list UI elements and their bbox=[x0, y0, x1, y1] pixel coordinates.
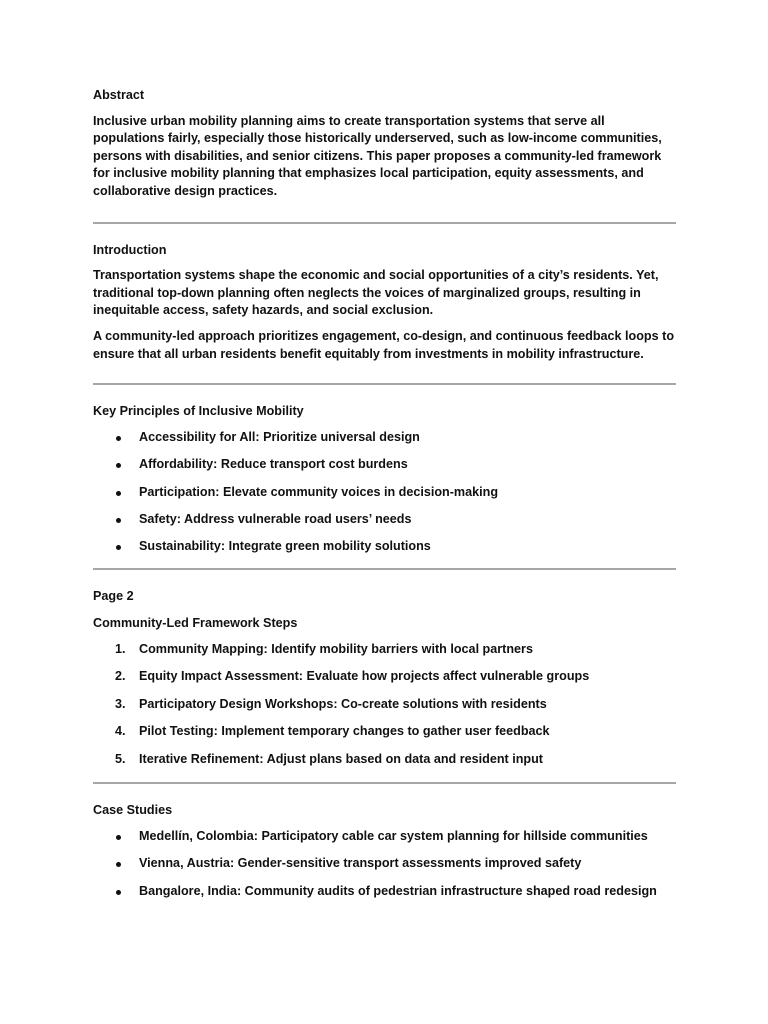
framework-heading: Community-Led Framework Steps bbox=[93, 616, 298, 631]
list-item: Affordability: Reduce transport cost burdens bbox=[93, 456, 676, 474]
list-item: 5. Iterative Refinement: Adjust plans based on data and resident input bbox=[115, 751, 543, 766]
introduction-paragraph-2: A community-led approach prioritizes engagement, co-design, and continuous feedback loops to ensure that all urban residents benefit equitably from investments in mobility infrastructure. bbox=[93, 328, 675, 361]
framework-steps-list bbox=[93, 641, 676, 768]
introduction-heading: Introduction bbox=[93, 242, 167, 257]
page-number-label: Page 2 bbox=[93, 588, 134, 603]
bullet-icon bbox=[116, 518, 121, 523]
bullet-icon bbox=[116, 545, 121, 550]
bullet-icon bbox=[116, 436, 121, 441]
abstract-heading: Abstract bbox=[93, 88, 145, 102]
case-studies-section bbox=[93, 802, 676, 900]
bullet-icon bbox=[116, 463, 121, 468]
bullet-icon bbox=[116, 491, 121, 496]
list-item: Vienna, Austria: Gender-sensitive transport assessments improved safety bbox=[93, 855, 676, 873]
principles-section bbox=[93, 403, 676, 556]
document-page bbox=[93, 87, 676, 910]
section-divider bbox=[93, 383, 676, 385]
list-item: 2. Equity Impact Assessment: Evaluate how projects affect vulnerable groups bbox=[115, 669, 590, 684]
list-item: Medellín, Colombia: Participatory cable car system planning for hillside communities bbox=[93, 828, 676, 846]
introduction-paragraph-1: Transportation systems shape the economic and social opportunities of a city’s residents. Yet, traditional top-down planning often neglects the voices of marginalized groups, resulting in inequitable access, safety hazards, and social exclusion. bbox=[93, 268, 659, 318]
list-item: Participation: Elevate community voices in decision-making bbox=[93, 484, 676, 502]
case-studies-heading: Case Studies bbox=[93, 803, 173, 818]
bullet-icon bbox=[116, 890, 121, 895]
list-item: 3. Participatory Design Workshops: Co-create solutions with residents bbox=[115, 696, 547, 711]
list-item: 4. Pilot Testing: Implement temporary changes to gather user feedback bbox=[115, 724, 550, 739]
principles-heading: Key Principles of Inclusive Mobility bbox=[93, 404, 304, 419]
bullet-icon bbox=[116, 862, 121, 867]
list-item: Accessibility for All: Prioritize universal design bbox=[93, 429, 676, 447]
bullet-icon bbox=[116, 835, 121, 840]
list-item: 1. Community Mapping: Identify mobility barriers with local partners bbox=[115, 642, 533, 657]
abstract-text: Inclusive urban mobility planning aims to create transportation systems that serve all populations fairly, especially those historically underserved, such as low-income communities, persons with disabilities, and senior citizens. This paper proposes a community-led framework for inclusive mobility planning that emphasizes local participation, equity assessments, and collaborative design practices. bbox=[93, 113, 662, 198]
list-item: Bangalore, India: Community audits of pedestrian infrastructure shaped road redesign bbox=[93, 883, 676, 901]
section-divider bbox=[93, 782, 676, 784]
introduction-section bbox=[93, 242, 676, 364]
framework-section bbox=[93, 588, 676, 768]
abstract-section bbox=[93, 87, 676, 201]
list-item: Safety: Address vulnerable road users’ needs bbox=[93, 511, 676, 529]
section-divider bbox=[93, 222, 676, 224]
list-item: Sustainability: Integrate green mobility solutions bbox=[93, 538, 676, 556]
case-studies-list bbox=[93, 828, 676, 900]
principles-list bbox=[93, 429, 676, 556]
section-divider bbox=[93, 568, 676, 570]
